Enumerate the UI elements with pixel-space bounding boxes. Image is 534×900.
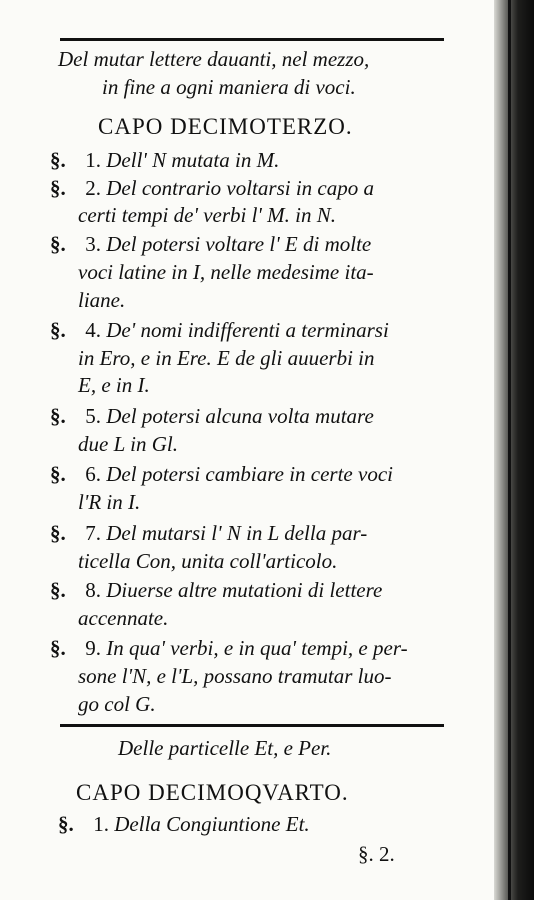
section-text: Del potersi alcuna volta mutare [106, 404, 374, 428]
section-mark: §. [50, 176, 66, 200]
section-mark: §. [58, 812, 74, 836]
section-mark: §. [50, 521, 66, 545]
chapter-14-section-1 [58, 812, 310, 836]
section-7-line-2: ticella Con, unita coll'articolo. [78, 549, 338, 573]
book-binding-edge [494, 0, 534, 900]
section-6-line-2: l'R in I. [78, 490, 141, 514]
section-2-line-2: certi tempi de' verbi l' M. in N. [78, 203, 337, 227]
top-rule [60, 38, 444, 41]
section-3-line-1 [50, 232, 371, 256]
section-number: 6. [85, 462, 101, 486]
section-text: In qua' verbi, e in qua' tempi, e per- [106, 636, 408, 660]
section-mark: §. [50, 404, 66, 428]
section-3-line-3: liane. [78, 288, 126, 312]
mid-summary: Delle particelle Et, e Per. [118, 736, 332, 760]
section-1-line-1 [50, 148, 279, 172]
section-number: 1. [93, 812, 109, 836]
section-number: 3. [85, 232, 101, 256]
section-9-line-1 [50, 636, 408, 660]
section-text: Del mutarsi l' N in L della par- [106, 521, 368, 545]
section-8-line-2: accennate. [78, 606, 169, 630]
section-mark: §. [50, 462, 66, 486]
section-mark: §. [50, 148, 66, 172]
chapter-13-title: CAPO DECIMOTERZO. [98, 114, 353, 139]
section-number: 4. [85, 318, 101, 342]
section-4-line-1 [50, 318, 389, 342]
section-number: 2. [85, 176, 101, 200]
section-2-line-1 [50, 176, 374, 200]
section-9-line-3: go col G. [78, 692, 156, 716]
section-text: Del contrario voltarsi in capo a [106, 176, 374, 200]
section-number: 8. [85, 578, 101, 602]
section-5-line-2: due L in Gl. [78, 432, 178, 456]
section-mark: §. [50, 636, 66, 660]
section-number: 1. [85, 148, 101, 172]
section-4-line-2: in Ero, e in Ere. E de gli auuerbi in [78, 346, 375, 370]
catchword: §. 2. [358, 842, 395, 866]
section-number: 9. [85, 636, 101, 660]
section-text: Diuerse altre mutationi di lettere [106, 578, 383, 602]
section-5-line-1 [50, 404, 374, 428]
section-9-line-2: sone l'N, e l'L, possano tramutar luo- [78, 664, 392, 688]
section-number: 7. [85, 521, 101, 545]
section-4-line-3: E, e in I. [78, 373, 150, 397]
chapter-14-title: CAPO DECIMOQVARTO. [76, 780, 349, 805]
section-text: Del potersi cambiare in certe voci [106, 462, 393, 486]
section-text: Della Congiuntione Et. [114, 812, 310, 836]
section-7-line-1 [50, 521, 367, 545]
summary-line-1: Del mutar lettere dauanti, nel mezzo, [58, 47, 370, 71]
section-8-line-1 [50, 578, 382, 602]
section-text: De' nomi indifferenti a terminarsi [106, 318, 389, 342]
section-number: 5. [85, 404, 101, 428]
section-mark: §. [50, 318, 66, 342]
summary-line-2: in fine a ogni maniera di voci. [102, 75, 356, 99]
section-3-line-2: voci latine in I, nelle medesime ita- [78, 260, 374, 284]
section-mark: §. [50, 232, 66, 256]
middle-rule [60, 724, 444, 727]
section-text: Dell' N mutata in M. [106, 148, 280, 172]
section-6-line-1 [50, 462, 393, 486]
section-text: Del potersi voltare l' E di molte [106, 232, 372, 256]
section-mark: §. [50, 578, 66, 602]
